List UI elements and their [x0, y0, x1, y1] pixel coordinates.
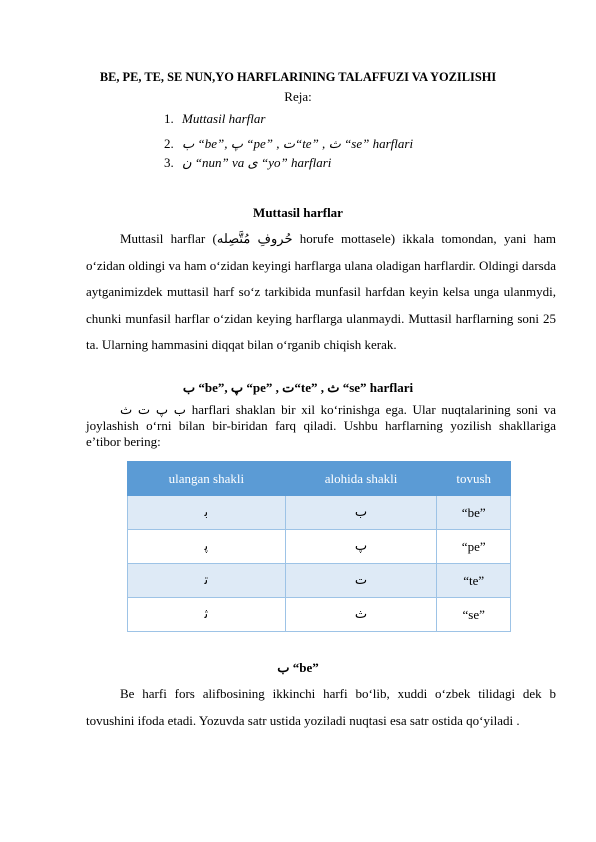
plan-item-number: 2.	[164, 136, 174, 151]
table-cell-sound: “pe”	[437, 530, 511, 564]
table-cell-sound: “te”	[437, 564, 511, 598]
table-cell-joined-form: ﺗ	[128, 564, 286, 598]
paragraph-letters	[86, 402, 556, 450]
table-row	[128, 496, 511, 530]
table-cell-isolated-form: ب	[285, 496, 437, 530]
table-row	[128, 598, 511, 632]
table-header-row	[128, 462, 511, 496]
plan-item	[164, 136, 413, 152]
table-cell-joined-form: ﺑ	[128, 496, 286, 530]
table-cell-isolated-form: ت	[285, 564, 437, 598]
paragraph-letters-text: ب پ ت ث harflari shaklan bir xil koʻrinishga ega. Ular nuqtalarining soni va joylashish oʻrni bilan bir-biridan farq qiladi. Ushbu harflarning yozilish shakllariga eʼtibor bering:	[86, 402, 557, 449]
plan-item-text: Muttasil harflar	[182, 111, 266, 126]
plan-item-number: 3.	[164, 155, 174, 170]
section-heading-muttasil: Muttasil harflar	[253, 205, 343, 220]
table-row	[128, 530, 511, 564]
page-title: BE, PE, TE, SE NUN,YO HARFLARINING TALAFFUZI VA YOZILISHI	[99, 70, 497, 84]
column-header: ulangan shakli	[128, 462, 286, 496]
plan-item-number: 1.	[164, 111, 174, 126]
plan-heading: Reja:	[284, 89, 312, 104]
table-cell-sound: “se”	[437, 598, 511, 632]
section-heading-be: ب “be”	[277, 660, 319, 675]
plan-item	[164, 111, 265, 127]
paragraph-muttasil	[86, 226, 556, 359]
paragraph-be	[86, 681, 556, 734]
letter-forms-table	[127, 461, 511, 632]
table-cell-isolated-form: پ	[285, 530, 437, 564]
plan-item	[164, 155, 331, 171]
plan-item-text: ب “be”, پ “pe” , ت“te” , ث “se” harflari	[182, 136, 414, 151]
table-cell-sound: “be”	[437, 496, 511, 530]
section-heading-letters: ب “be”, پ “pe” , ت“te” , ث “se” harflari	[182, 380, 414, 395]
table-cell-isolated-form: ث	[285, 598, 437, 632]
plan-item-text: ن “nun” va ی “yo” harflari	[182, 155, 332, 170]
table-row	[128, 564, 511, 598]
column-header: tovush	[437, 462, 511, 496]
column-header: alohida shakli	[285, 462, 437, 496]
table-cell-joined-form: ﭘ	[128, 530, 286, 564]
paragraph-be-text: Be harfi fors alifbosining ikkinchi harfi boʻlib, xuddi oʻzbek tilidagi dek b tovushini ifoda etadi. Yozuvda satr ustida yoziladi nuqtasi esa satr ostida qoʻyiladi .	[86, 686, 556, 728]
table-cell-joined-form: ﺛ	[128, 598, 286, 632]
paragraph-muttasil-text: Muttasil harflar (حُروفِ مُتَّصِله horufe mottasele) ikkala tomondan, yani ham oʻzidan oldingi va ham oʻzidan keyingi harflarga ulana oladigan harflardir. Oldingi darsda aytganimizdek muttasil harf soʻz tarkibida munfasil harfdan keyin kelsa unga ulanmydi, chunki munfasil harflar oʻzidan keying harflarga ulanmaydi. Muttasil harflarning soni 25 ta. Ularning hammasini diqqat bilan oʻrganib chiqish kerak.	[86, 231, 556, 352]
